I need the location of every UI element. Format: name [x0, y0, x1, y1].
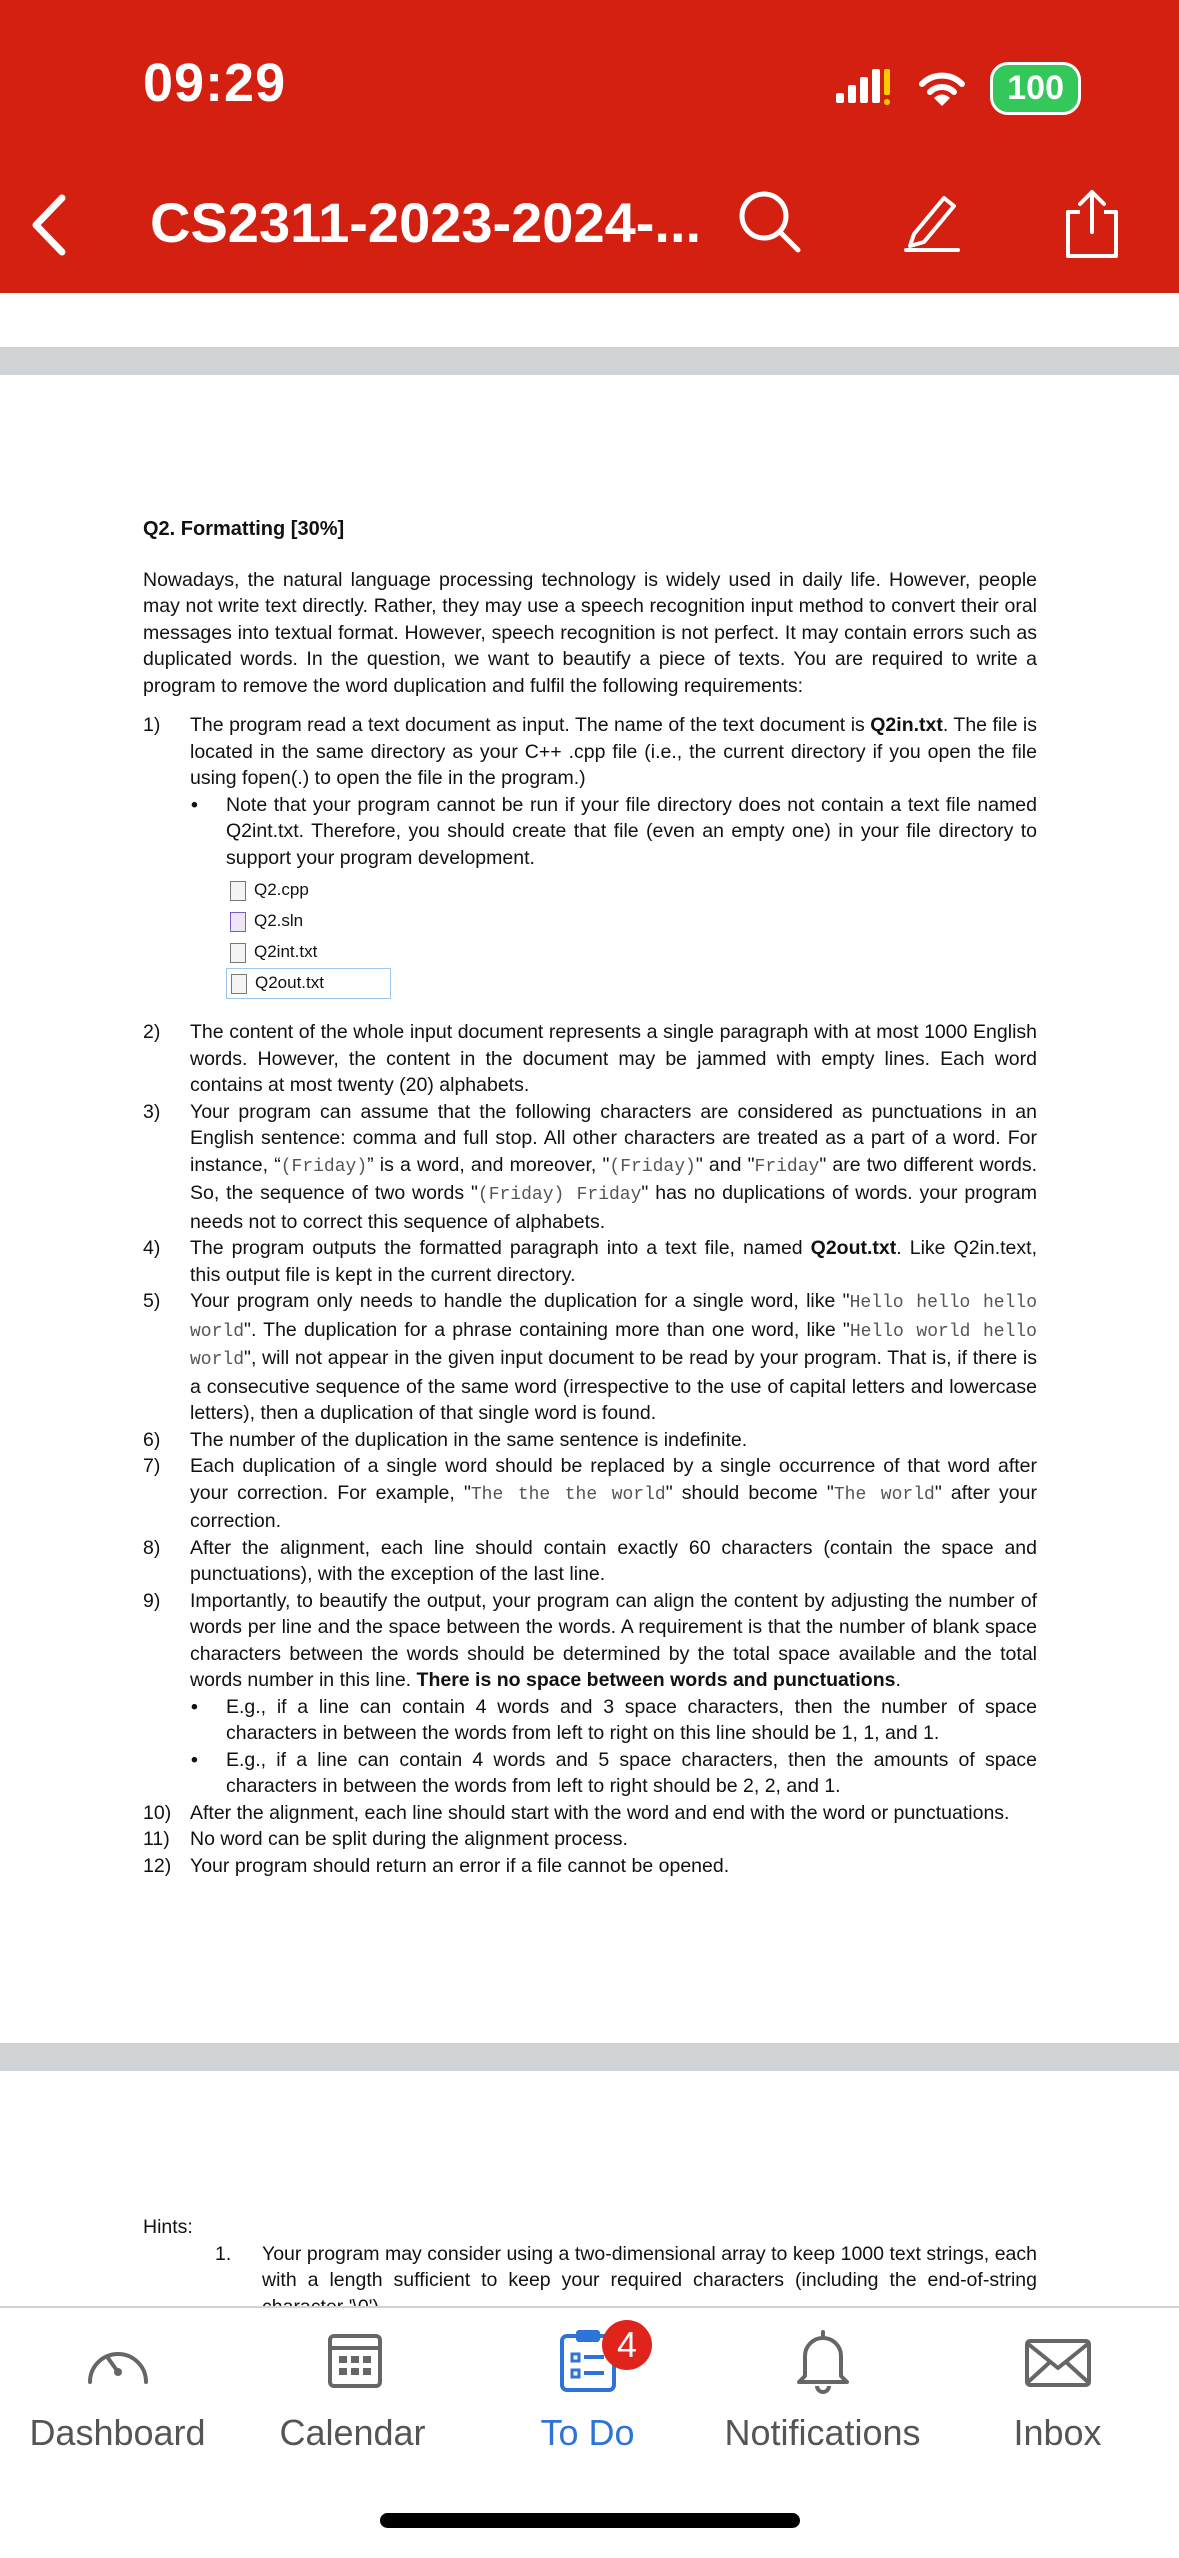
- page-separator: [0, 347, 1179, 375]
- requirement-12: 12) Your program should return an error if a file cannot be opened.: [143, 1854, 730, 1877]
- requirement-8: 8) After the alignment, each line should contain exactly 60 characters (contain the space and punctuations), with the exception of the last line.: [143, 1536, 1037, 1585]
- share-icon[interactable]: [1060, 188, 1124, 260]
- todo-badge: 4: [602, 2320, 652, 2370]
- requirement-4: 4) The program outputs the formatted paragraph into a text file, named Q2out.txt. Like Q2in.text, this output file is kept in the current directory.: [143, 1237, 1037, 1286]
- app-header: [0, 0, 1179, 293]
- requirement-10: 10) After the alignment, each line should start with the word and end with the word or punctuations.: [143, 1801, 1010, 1824]
- question-heading: Q2. Formatting [30%]: [143, 518, 345, 540]
- home-indicator[interactable]: [380, 2513, 800, 2528]
- file-item: Q2.cpp: [226, 875, 391, 906]
- mail-icon: [1024, 2338, 1092, 2388]
- search-icon[interactable]: [736, 188, 802, 254]
- document-page-2: [143, 2214, 1037, 2306]
- hints-label: Hints:: [143, 2216, 193, 2238]
- document-page: [143, 516, 1037, 1879]
- file-item: Q2int.txt: [226, 937, 391, 968]
- bottom-tab-bar: Dashboard Calendar 4 To Do Notifications Inbox: [0, 2306, 1179, 2558]
- file-item-selected: Q2out.txt: [226, 968, 391, 999]
- requirement-3: 3) Your program can assume that the following characters are considered as punctuations in an English sentence: comma and full stop. All other characters are treated as a part of a word. For instance, “(Friday)” is a word, and moreover, "(Friday)" and "Friday" are two different words. So, the sequence of two words "(Friday) Friday" has no duplications of words. your program needs not to correct this sequence of alphabets.: [143, 1100, 1038, 1233]
- file-list: [226, 875, 1037, 999]
- status-time: 09:29: [143, 53, 287, 113]
- requirement-1: 1) The program read a text document as input. The name of the text document is Q2in.txt. The file is located in the same directory as your C++ .cpp file (i.e., the current directory if you open the file using fopen(.) to open the file in the program.): [143, 714, 1037, 789]
- wifi-icon: [918, 70, 966, 108]
- bell-icon: [793, 2328, 853, 2394]
- battery-indicator: 100: [990, 62, 1081, 115]
- requirement-11: 11) No word can be split during the alignment process.: [143, 1828, 628, 1850]
- dashboard-gauge-icon: [82, 2332, 154, 2388]
- cpp-file-icon: [230, 881, 246, 901]
- solution-file-icon: [230, 912, 246, 932]
- requirement-9-example-2: • E.g., if a line can contain 4 words and 5 space characters, then the amounts of space characters in between the words from left to right should be 2, 2, and 1.: [191, 1748, 1037, 1797]
- requirement-6: 6) The number of the duplication in the same sentence is indefinite.: [143, 1428, 748, 1451]
- text-file-icon: [230, 943, 246, 963]
- requirement-9-example-1: • E.g., if a line can contain 4 words and 3 space characters, then the number of space characters in between the words from left to right on this line should be 1, 1, and 1.: [191, 1695, 1037, 1744]
- file-item: Q2.sln: [226, 906, 391, 937]
- document-title: CS2311-2023-2024-...: [150, 191, 702, 254]
- intro-paragraph: Nowadays, the natural language processing technology is widely used in daily life. However, people may not write text directly. Rather, they may use a speech recognition input method to convert their oral messages into textual format. However, speech recognition is not perfect. It may contain errors such as duplicated words. In the question, we want to beautify a piece of texts. You are required to write a program to remove the word duplication and fulfil the following requirements:: [143, 568, 1037, 697]
- annotate-pen-icon[interactable]: [900, 188, 966, 254]
- requirement-9: 9) Importantly, to beautify the output, your program can align the content by adjusting the number of words per line and the space between the words. A requirement is that the number of blank space characters between the words should be determined by the total space available and the total words number in this line. There is no space between words and punctuations.: [143, 1589, 1037, 1691]
- requirement-1-note: • Note that your program cannot be run if your file directory does not contain a text file named Q2int.txt. Therefore, you should create that file (even an empty one) in your file directory to support your program development.: [191, 793, 1037, 869]
- requirement-5: 5) Your program only needs to handle the duplication for a single word, like "Hello hello hello world". The duplication for a phrase containing more than one word, like "Hello world hello world", will not appear in the given input document to be read by your program. That is, if there is a consecutive sequence of the same word (irrespective to the use of capital letters and lowercase letters), then a duplication of that single word is found.: [143, 1290, 1037, 1424]
- text-file-icon: [231, 974, 247, 994]
- requirement-2: 2) The content of the whole input document represents a single paragraph with at most 1000 English words. However, the content in the document may be jammed with empty lines. Each word contains at most twenty (20) alphabets.: [143, 1021, 1037, 1096]
- page-separator: [0, 2043, 1179, 2071]
- back-chevron-icon[interactable]: [24, 190, 74, 260]
- hint-1: 1. Your program may consider using a two-dimensional array to keep 1000 text strings, each with a length sufficient to keep your required characters (including the end-of-string: [215, 2242, 1037, 2291]
- calendar-icon: [327, 2330, 383, 2390]
- status-indicators: [834, 62, 1081, 115]
- requirement-7: 7) Each duplication of a single word should be replaced by a single occurrence of that word after your correction. For example, "The the the world" should become "The world" after your correction.: [143, 1455, 1037, 1532]
- signal-icon: [834, 69, 894, 109]
